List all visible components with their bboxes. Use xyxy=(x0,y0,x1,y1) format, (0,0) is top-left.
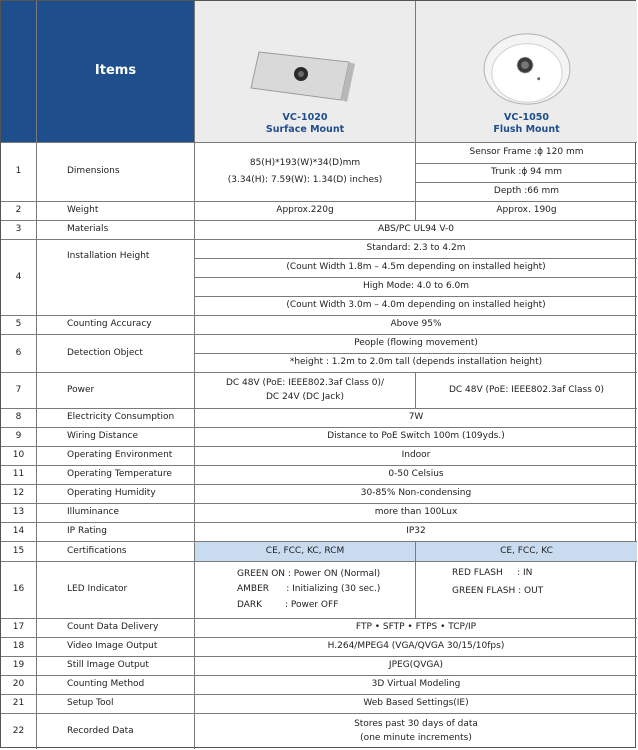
vc1020-model: VC-1020 xyxy=(282,112,328,124)
row-number: 9 xyxy=(1,428,37,447)
items-header: Items xyxy=(37,1,195,143)
item-label: Installation Height xyxy=(37,240,195,316)
row-number: 8 xyxy=(1,409,37,428)
illuminance-value: more than 100Lux xyxy=(195,504,637,523)
item-label: LED Indicator xyxy=(37,562,195,619)
led-green: GREEN ON : Power ON (Normal) xyxy=(237,569,381,580)
install-high-mode: High Mode: 4.0 to 6.0m xyxy=(195,278,637,297)
led-vc1020 xyxy=(195,562,416,619)
led-amber: AMBER : Initializing (30 sec.) xyxy=(237,584,381,595)
item-label: Counting Accuracy xyxy=(37,316,195,335)
detection-people: People (flowing movement) xyxy=(195,335,637,354)
item-label: Electricity Consumption xyxy=(37,409,195,428)
row-number: 18 xyxy=(1,638,37,657)
counting-method-value: 3D Virtual Modeling xyxy=(195,676,637,695)
item-label: Illuminance xyxy=(37,504,195,523)
row-number: 1 xyxy=(1,143,37,202)
recorded-days: Stores past 30 days of data xyxy=(354,719,478,730)
item-label: Wiring Distance xyxy=(37,428,195,447)
row-number: 12 xyxy=(1,485,37,504)
spec-table xyxy=(1,1,637,749)
item-label: Detection Object xyxy=(37,335,195,373)
install-standard: Standard: 2.3 to 4.2m xyxy=(195,240,637,259)
item-label: IP Rating xyxy=(37,523,195,542)
power-vc1020 xyxy=(195,373,416,409)
vc1050-mount: Flush Mount xyxy=(493,124,560,136)
video-output-value: H.264/MPEG4 (VGA/QVGA 30/15/10fps) xyxy=(195,638,637,657)
row-number: 20 xyxy=(1,676,37,695)
row-number: 13 xyxy=(1,504,37,523)
item-label: Still Image Output xyxy=(37,657,195,676)
trunk: Trunk :ϕ 94 mm xyxy=(416,164,637,183)
row-number: 3 xyxy=(1,221,37,240)
vc1050-model: VC-1050 xyxy=(504,112,549,124)
surface-mount-device-photo xyxy=(245,44,365,106)
item-label: Video Image Output xyxy=(37,638,195,657)
row-number: 11 xyxy=(1,466,37,485)
environment-value: Indoor xyxy=(195,447,637,466)
certifications-vc1020: CE, FCC, KC, RCM xyxy=(195,542,416,562)
row-number: 19 xyxy=(1,657,37,676)
item-label: Power xyxy=(37,373,195,409)
item-label: Operating Humidity xyxy=(37,485,195,504)
item-label: Dimensions xyxy=(37,143,195,202)
row-number: 14 xyxy=(1,523,37,542)
row-number: 16 xyxy=(1,562,37,619)
temperature-value: 0-50 Celsius xyxy=(195,466,637,485)
row-number: 7 xyxy=(1,373,37,409)
item-label: Recorded Data xyxy=(37,714,195,749)
item-label: Operating Environment xyxy=(37,447,195,466)
vc1020-mount: Surface Mount xyxy=(265,124,345,136)
led-vc1050 xyxy=(416,562,637,619)
product-header-vc1050 xyxy=(416,1,637,143)
dimensions-mm: 85(H)*193(W)*34(D)mm xyxy=(249,157,361,168)
power-vc1050: DC 48V (PoE: IEEE802.3af Class 0) xyxy=(416,373,637,409)
row-number: 4 xyxy=(1,240,37,316)
row-number: 6 xyxy=(1,335,37,373)
weight-vc1050: Approx. 190g xyxy=(416,202,637,221)
row-number: 2 xyxy=(1,202,37,221)
recorded-data-value xyxy=(195,714,637,749)
item-label: Weight xyxy=(37,202,195,221)
ip-rating-value: IP32 xyxy=(195,523,637,542)
dimensions-inches: (3.34(H): 7.59(W): 1.34(D) inches) xyxy=(227,175,383,185)
row-number: 15 xyxy=(1,542,37,562)
led-green-flash: GREEN FLASH : OUT xyxy=(452,586,544,597)
setup-tool-value: Web Based Settings(IE) xyxy=(195,695,637,714)
power-poe: DC 48V (PoE: IEEE802.3af Class 0)/ xyxy=(225,377,385,388)
item-label: Certifications xyxy=(37,542,195,562)
header-number-cell xyxy=(1,1,37,143)
row-number: 21 xyxy=(1,695,37,714)
flush-mount-device-photo xyxy=(467,30,587,108)
item-label: Counting Method xyxy=(37,676,195,695)
dimensions-vc1020 xyxy=(195,143,416,202)
install-high-width: (Count Width 3.0m – 4.0m depending on installed height) xyxy=(195,297,637,316)
humidity-value: 30-85% Non-condensing xyxy=(195,485,637,504)
certifications-vc1050: CE, FCC, KC xyxy=(416,542,637,562)
data-delivery-value: FTP • SFTP • FTPS • TCP/IP xyxy=(195,619,637,638)
power-dc-jack: DC 24V (DC Jack) xyxy=(266,392,344,402)
wiring-value: Distance to PoE Switch 100m (109yds.) xyxy=(195,428,637,447)
recorded-increments: (one minute increments) xyxy=(360,732,472,743)
weight-vc1020: Approx.220g xyxy=(195,202,416,221)
led-red-flash: RED FLASH : IN xyxy=(452,568,533,578)
row-number: 22 xyxy=(1,714,37,749)
depth: Depth :66 mm xyxy=(416,183,637,202)
item-label: Setup Tool xyxy=(37,695,195,714)
still-image-value: JPEG(QVGA) xyxy=(195,657,637,676)
detection-height: *height : 1.2m to 2.0m tall (depends installation height) xyxy=(195,354,637,373)
materials-value: ABS/PC UL94 V-0 xyxy=(195,221,637,240)
row-number: 10 xyxy=(1,447,37,466)
row-number: 17 xyxy=(1,619,37,638)
product-header-vc1020 xyxy=(195,1,416,143)
item-label: Operating Temperature xyxy=(37,466,195,485)
item-label: Count Data Delivery xyxy=(37,619,195,638)
led-dark: DARK : Power OFF xyxy=(237,599,339,610)
item-label: Materials xyxy=(37,221,195,240)
electricity-value: 7W xyxy=(195,409,637,428)
sensor-frame: Sensor Frame :ϕ 120 mm xyxy=(416,143,637,164)
row-number: 5 xyxy=(1,316,37,335)
install-standard-width: (Count Width 1.8m – 4.5m depending on installed height) xyxy=(195,259,637,278)
accuracy-value: Above 95% xyxy=(195,316,637,335)
